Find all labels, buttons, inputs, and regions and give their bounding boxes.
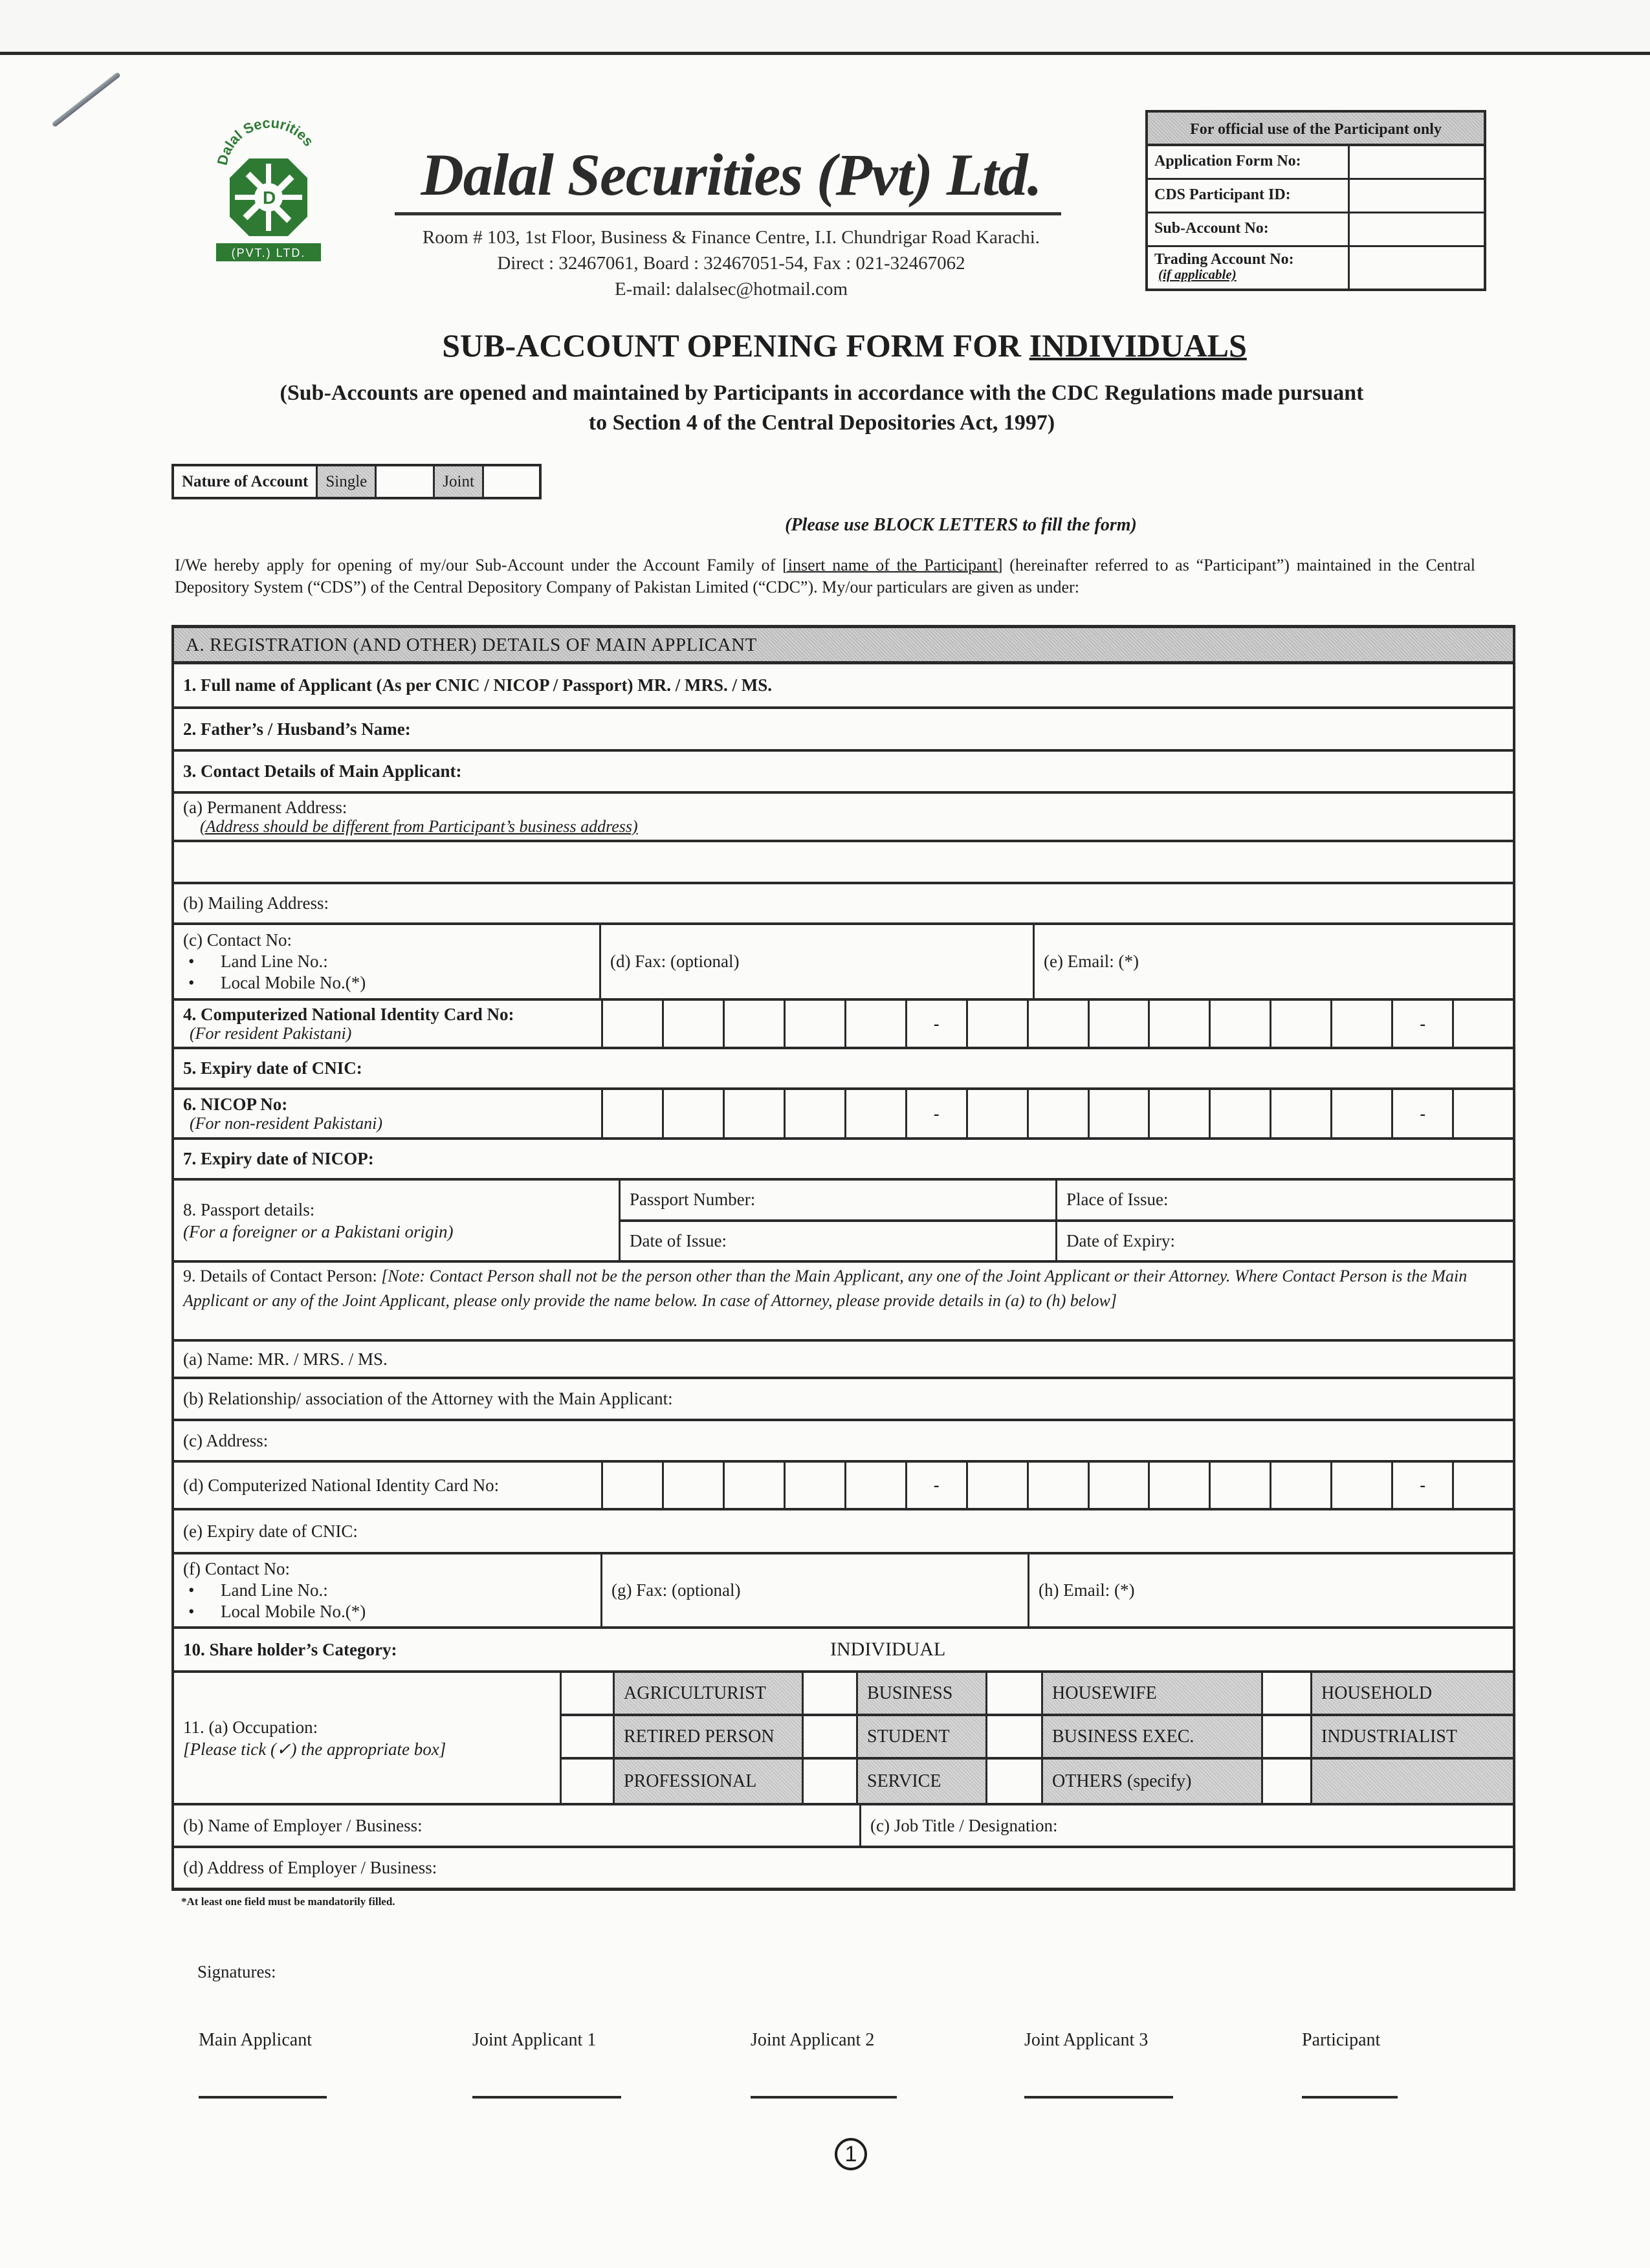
section-a-header: A. REGISTRATION (AND OTHER) DETAILS OF MAIN APPLICANT [174,625,1513,664]
permanent-address-label: (a) Permanent Address: [183,797,347,817]
cp-cnic-label: (d) Computerized National Identity Card No: [183,1475,500,1495]
fax-cell[interactable] [601,925,1035,998]
passport-row [174,1181,1513,1263]
signature-label-main-applicant: Main Applicant [199,2030,312,2050]
shareholder-category-value: INDIVIDUAL [830,1639,946,1660]
cnic-digit-box[interactable] [1330,1001,1391,1047]
occupation-option-household: HOUSEHOLD [1310,1673,1513,1716]
contact-no-cell[interactable] [174,925,601,998]
passport-fields-row2 [621,1222,1513,1261]
signature-line-participant[interactable] [1302,2096,1398,2099]
joint-label: Joint [435,466,484,497]
occupation-row [174,1673,1513,1805]
occupation-option-blank [1310,1760,1513,1803]
employer-name-field[interactable] [174,1805,861,1846]
cp-fax-label: (g) Fax: (optional) [611,1580,741,1600]
occupation-option-business: BUSINESS [856,1673,985,1716]
form-subtitle [175,378,1469,438]
occupation-checkbox-retired-person[interactable] [560,1716,613,1760]
employer-address-row[interactable] [174,1848,1513,1891]
employer-address-label: (d) Address of Employer / Business: [183,1858,437,1877]
email-label: (e) Email: (*) [1044,952,1139,971]
nicop-dash: - [1391,1090,1452,1137]
passport-note: (For a foreigner or a Pakistani origin) [183,1221,454,1241]
trading-account-no-row [1148,247,1484,289]
occupation-note: [Please tick (✓) the appropriate box] [183,1739,446,1759]
cp-name-label: (a) Name: MR. / MRS. / MS. [183,1349,388,1369]
occupation-checkbox-agriculturist[interactable] [560,1673,613,1716]
cnic-dash: - [905,1001,966,1047]
cnic-digit-box[interactable] [1088,1001,1149,1047]
cp-relationship-label: (b) Relationship/ association of the Attorney with the Main Applicant: [183,1389,673,1408]
cp-contact-no-row [174,1554,1513,1629]
cp-contact-no-cell[interactable] [174,1554,602,1626]
signature-line-joint-applicant-3[interactable] [1024,2096,1173,2099]
cp-cnic-digit-boxes [601,1463,1513,1508]
cnic-digit-box[interactable] [1148,1001,1209,1047]
cp-cnic-digit-box[interactable] [601,1463,662,1508]
company-header [382,142,1081,302]
signatures-label: Signatures: [197,1962,276,1981]
occupation-option-student: STUDENT [856,1716,985,1760]
employer-name-label: (b) Name of Employer / Business: [183,1815,423,1835]
employer-row [174,1805,1513,1848]
signature-line-main-applicant[interactable] [199,2096,327,2099]
nicop-label: 6. NICOP No: [183,1094,288,1114]
nicop-digit-box[interactable] [662,1090,723,1137]
occupation-label: 11. (a) Occupation: [183,1717,318,1737]
cp-cnic-digit-box[interactable] [723,1463,784,1508]
svg-text:Dalal Securities: Dalal Securities [214,114,317,167]
nicop-dash: - [905,1090,966,1137]
occupation-checkbox-industrialist[interactable] [1261,1716,1310,1760]
nicop-row [174,1090,1513,1140]
nicop-digit-box[interactable] [1330,1090,1391,1137]
cnic-digit-box[interactable] [1452,1001,1513,1047]
date-of-issue-field[interactable] [621,1222,1057,1261]
occupation-checkbox-business-exec[interactable] [985,1716,1041,1760]
signature-label-participant: Participant [1302,2030,1381,2050]
occupation-option-professional: PROFESSIONAL [613,1760,802,1803]
contact-person-row [174,1263,1513,1342]
trading-account-no-note: (if applicable) [1158,267,1237,282]
local-mobile-label: • Local Mobile No.(*) [183,972,590,994]
cds-participant-id-row [1148,180,1484,213]
form-subtitle-line2: to Section 4 of the Central Depositories Act, 1997) [588,411,1055,435]
contact-details-label: 3. Contact Details of Main Applicant: [183,761,462,781]
single-label: Single [318,466,377,497]
cnic-digit-box[interactable] [601,1001,662,1047]
sub-account-no-label: Sub-Account No: [1148,213,1350,245]
cnic-note: (For resident Pakistani) [190,1023,352,1043]
occupation-option-industrialist: INDUSTRIALIST [1310,1716,1513,1760]
cnic-row [174,1001,1513,1049]
nicop-label-cell [174,1090,601,1137]
cp-fax-cell[interactable] [602,1554,1029,1626]
cp-cnic-digit-box[interactable] [1148,1463,1209,1508]
cnic-expiry-row[interactable] [174,1049,1513,1090]
occupation-checkbox-others[interactable] [985,1760,1041,1803]
trading-account-no-label [1148,247,1350,289]
official-use-header: For official use of the Participant only [1148,113,1484,146]
sub-account-no-row [1148,213,1484,247]
cnic-expiry-label: 5. Expiry date of CNIC: [183,1058,362,1078]
header-rule [395,212,1061,215]
signature-line-joint-applicant-2[interactable] [751,2096,897,2099]
email-cell[interactable] [1035,925,1513,998]
trading-account-no-text: Trading Account No: [1154,251,1294,268]
cp-contact-no-label: (f) Contact No: [183,1559,290,1578]
passport-number-label: Passport Number: [630,1190,756,1210]
father-name-row[interactable] [174,709,1513,752]
cp-cnic-dash: - [1391,1463,1452,1508]
cp-cnic-dash: - [905,1463,966,1508]
nicop-expiry-row[interactable] [174,1140,1513,1181]
nicop-digit-box[interactable] [601,1090,662,1137]
cp-cnic-digit-box[interactable] [966,1463,1027,1508]
single-checkbox[interactable] [377,466,435,497]
page-number: 1 [835,2138,867,2170]
cp-email-label: (h) Email: (*) [1039,1580,1135,1600]
nature-of-account-label: Nature of Account [174,466,318,497]
occupation-option-service: SERVICE [856,1760,985,1803]
nicop-digit-box[interactable] [1270,1090,1330,1137]
official-use-box [1145,110,1486,291]
cnic-digit-box[interactable] [966,1001,1027,1047]
contact-details-row [174,752,1513,794]
permanent-address-cell [174,794,647,840]
cp-cnic-digit-box[interactable] [784,1463,844,1508]
signature-line-joint-applicant-1[interactable] [472,2096,621,2099]
cds-participant-id-label: CDS Participant ID: [1148,180,1350,212]
company-phones: Direct : 32467061, Board : 32467051-54, Fax : 021-32467062 [497,253,965,274]
contact-person-cell [174,1263,1513,1339]
trading-account-no-field[interactable] [1350,247,1484,289]
date-of-issue-label: Date of Issue: [630,1230,727,1250]
shareholder-category-label: 10. Share holder’s Category: [183,1639,397,1659]
cp-cnic-digit-box[interactable] [1330,1463,1391,1508]
application-form-no-field[interactable] [1350,146,1484,178]
cp-cnic-row [174,1463,1513,1510]
cnic-digit-box[interactable] [1270,1001,1330,1047]
application-form-no-label: Application Form No: [1148,146,1350,178]
nicop-digit-box[interactable] [784,1090,844,1137]
occupation-checkbox-household[interactable] [1261,1673,1310,1716]
cp-address-row[interactable] [174,1421,1513,1463]
father-name-label: 2. Father’s / Husband’s Name: [183,719,411,739]
cds-participant-id-field[interactable] [1350,180,1484,212]
contact-person-note: [Note: Contact Person shall not be the person other than the Main Applicant, any one of the Joint Applicant or their Attorney. Where Contact Person is the Main Applicant or any of the Joint Applicant, please only provide the name below. In case of Attorney, please provide details in (a) to (h) below] [183,1267,1468,1310]
permanent-address-note: (Address should be different from Participant’s business address) [200,816,638,836]
mailing-address-row[interactable] [174,884,1513,925]
signature-label-joint-applicant-3: Joint Applicant 3 [1024,2030,1149,2050]
occupation-option-retired-person: RETIRED PERSON [613,1716,802,1760]
nicop-digit-box[interactable] [844,1090,905,1137]
signature-label-joint-applicant-1: Joint Applicant 1 [472,2030,597,2050]
application-form-no-row [1148,146,1484,180]
passport-fields [621,1181,1513,1260]
passport-number-field[interactable] [621,1181,1057,1219]
permanent-address-line2[interactable] [174,842,1513,884]
cp-cnic-digit-box[interactable] [1088,1463,1149,1508]
nicop-digit-box[interactable] [1088,1090,1149,1137]
cnic-label: 4. Computerized National Identity Card No: [183,1004,514,1024]
form-title-underlined: INDIVIDUALS [1029,327,1247,364]
occupation-checkbox-student[interactable] [802,1716,856,1760]
nicop-digit-box[interactable] [1148,1090,1209,1137]
place-of-issue-field[interactable] [1057,1181,1513,1219]
cnic-label-cell [174,1001,601,1047]
permanent-address-row[interactable] [174,794,1513,842]
cp-local-mobile-label: • Local Mobile No.(*) [183,1601,591,1622]
nicop-digit-box[interactable] [966,1090,1027,1137]
nicop-digit-box[interactable] [723,1090,784,1137]
mandatory-note: *At least one field must be mandatorily filled. [181,1895,395,1908]
date-of-expiry-label: Date of Expiry: [1066,1230,1175,1250]
full-name-label: 1. Full name of Applicant (As per CNIC / NICOP / Passport) MR. / MRS. / MS. [183,675,773,695]
cnic-digit-boxes [601,1001,1513,1047]
svg-text:(PVT.) LTD.: (PVT.) LTD. [231,246,306,259]
cnic-digit-box[interactable] [844,1001,905,1047]
company-address: Room # 103, 1st Floor, Business & Finance Centre, I.I. Chundrigar Road Karachi. [422,227,1040,248]
cp-cnic-digit-box[interactable] [844,1463,905,1508]
cnic-digit-box[interactable] [723,1001,784,1047]
section-a-form [171,625,1515,1891]
cp-land-line-label: • Land Line No.: [183,1580,591,1601]
cnic-digit-box[interactable] [1027,1001,1088,1047]
passport-label: 8. Passport details: [183,1199,315,1219]
nicop-digit-box[interactable] [1209,1090,1270,1137]
contact-person-label: 9. Details of Contact Person: [183,1267,382,1285]
passport-fields-row1 [621,1181,1513,1222]
occupation-option-agriculturist: AGRICULTURIST [613,1673,802,1716]
signature-label-joint-applicant-2: Joint Applicant 2 [751,2030,875,2050]
mailing-address-label: (b) Mailing Address: [183,893,329,913]
intro-part1: I/We hereby apply for opening of my/our Sub-Account under the Account Family of [175,556,783,574]
cnic-dash: - [1391,1001,1452,1047]
occupation-checkbox-blank[interactable] [1261,1760,1310,1803]
cp-cnic-expiry-row[interactable] [174,1510,1513,1554]
joint-checkbox[interactable] [484,466,539,497]
cp-cnic-digit-box[interactable] [1027,1463,1088,1508]
cp-cnic-digit-box[interactable] [662,1463,723,1508]
cp-name-row[interactable] [174,1342,1513,1379]
occupation-option-housewife: HOUSEWIFE [1041,1673,1261,1716]
job-title-label: (c) Job Title / Designation: [870,1815,1058,1835]
svg-text:D: D [263,188,276,208]
land-line-label: • Land Line No.: [183,951,590,972]
intro-part2: (hereinafter referred to as “Participant”) maintained in the Central Depository System (“CDS”) of the Central Depository Company of Pakistan Limited (“CDC”). My/our particulars are given as under: [175,556,1475,596]
shareholder-category-row [174,1629,1513,1673]
place-of-issue-label: Place of Issue: [1066,1190,1169,1210]
cp-cnic-digit-box[interactable] [1209,1463,1270,1508]
form-subtitle-line1: (Sub-Accounts are opened and maintained by Participants in accordance with the CDC Regulations made pursuant [280,381,1364,405]
occupation-option-others: OTHERS (specify) [1041,1760,1261,1803]
nicop-digit-boxes [601,1090,1513,1137]
cp-relationship-row[interactable] [174,1379,1513,1421]
occupation-checkbox-business[interactable] [802,1673,856,1716]
occupation-checkbox-professional[interactable] [560,1760,613,1803]
fax-label: (d) Fax: (optional) [610,952,740,971]
occupation-option-business-exec: BUSINESS EXEC. [1041,1716,1261,1760]
occupation-label-cell [174,1673,560,1803]
contact-no-row [174,925,1513,1001]
nicop-expiry-label: 7. Expiry date of NICOP: [183,1149,374,1168]
cp-email-cell[interactable] [1029,1554,1513,1626]
occupation-grid [560,1673,1513,1803]
nicop-note: (For non-resident Pakistani) [190,1113,382,1133]
form-title [0,327,1650,364]
cp-address-label: (c) Address: [183,1430,269,1450]
cp-cnic-expiry-label: (e) Expiry date of CNIC: [183,1521,358,1541]
cp-cnic-digit-box[interactable] [1270,1463,1330,1508]
block-letters-note: (Please use BLOCK LETTERS to fill the form) [785,515,1137,535]
intro-participant-placeholder: [insert name of the Participant] [782,556,1003,574]
cnic-digit-box[interactable] [1209,1001,1270,1047]
intro-paragraph [175,554,1475,598]
company-name: Dalal Securities (Pvt) Ltd. [421,142,1042,208]
job-title-field[interactable] [861,1805,1513,1846]
form-title-prefix: SUB-ACCOUNT OPENING FORM FOR [442,327,1029,364]
contact-no-label: (c) Contact No: [183,930,292,950]
occupation-checkbox-service[interactable] [802,1760,856,1803]
nature-of-account [171,464,542,499]
cnic-digit-box[interactable] [662,1001,723,1047]
nicop-digit-box[interactable] [1027,1090,1088,1137]
company-email: E-mail: dalalsec@hotmail.com [614,279,848,300]
sub-account-no-field[interactable] [1350,213,1484,245]
company-logo-icon [207,110,330,265]
full-name-row[interactable] [174,664,1513,709]
date-of-expiry-field[interactable] [1057,1222,1513,1261]
passport-label-cell [174,1181,621,1260]
cp-cnic-digit-box[interactable] [1452,1463,1513,1508]
cnic-digit-box[interactable] [784,1001,844,1047]
occupation-checkbox-housewife[interactable] [985,1673,1041,1716]
nicop-digit-box[interactable] [1452,1090,1513,1137]
